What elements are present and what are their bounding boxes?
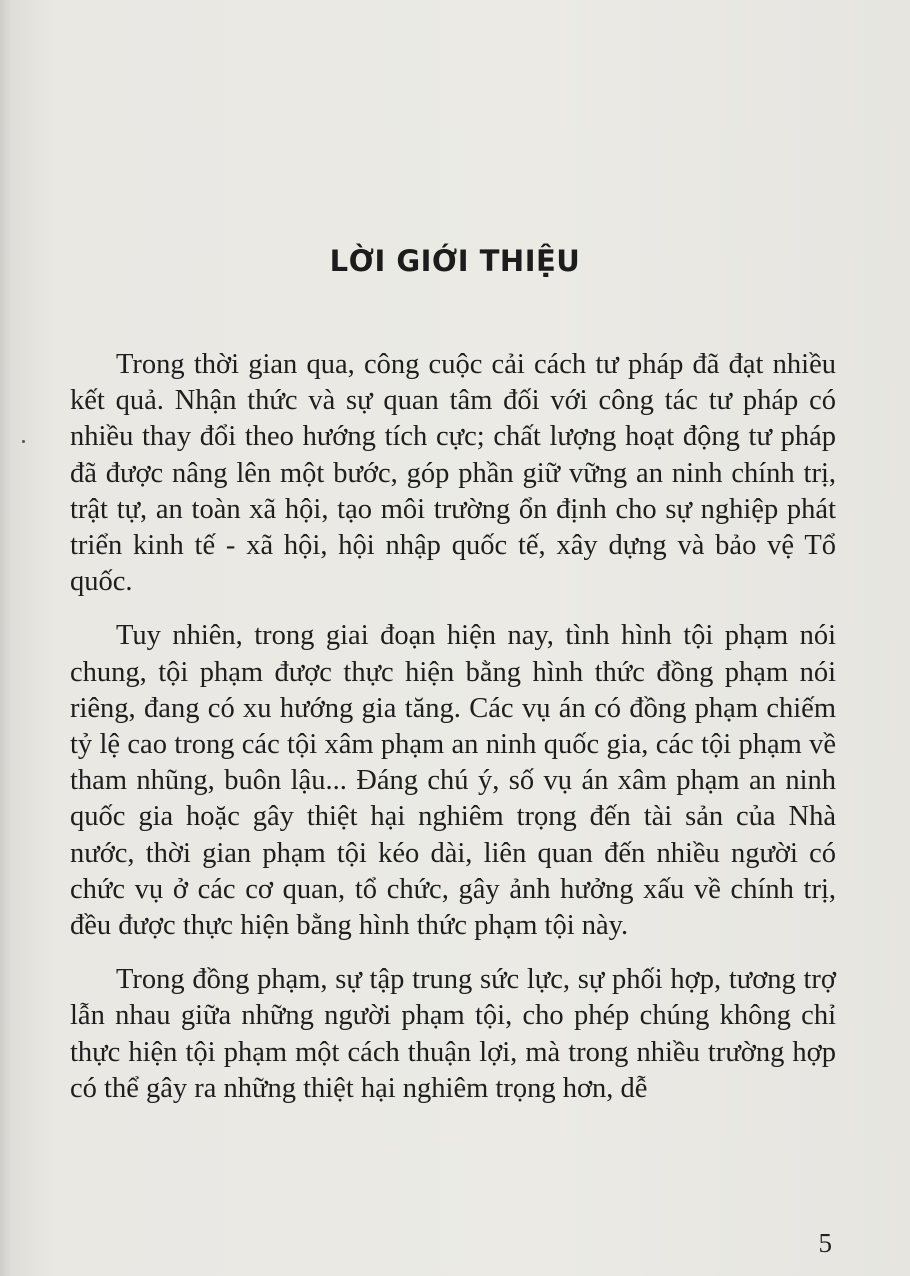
paper-speck [22,440,25,443]
body-text [70,347,836,1107]
paragraph-2: Tuy nhiên, trong giai đoạn hiện nay, tình hình tội phạm nói chung, tội phạm được thực hiện bằng hình thức đồng phạm nói riêng, đang có xu hướng gia tăng. Các vụ án có đồng phạm chiếm tỷ lệ cao trong các tội xâm phạm an ninh quốc gia, các tội phạm về tham nhũng, buôn lậu... Đáng chú ý, số vụ án xâm phạm an ninh quốc gia hoặc gây thiệt hại nghiêm trọng đến tài sản của Nhà nước, thời gian phạm tội kéo dài, liên quan đến nhiều người có chức vụ ở các cơ quan, tổ chức, gây ảnh hưởng xấu về chính trị, đều được thực hiện bằng hình thức phạm tội này. [70,620,836,942]
page-number: 5 [818,1228,832,1258]
paragraph-3: Trong đồng phạm, sự tập trung sức lực, sự phối hợp, tương trợ lẫn nhau giữa những người phạm tội, cho phép chúng không chỉ thực hiện tội phạm một cách thuận lợi, mà trong nhiều trường hợp có thể gây ra những thiệt hại nghiêm trọng hơn, dễ [70,964,836,1104]
page-binding-shadow [0,0,12,1276]
paragraph-1: Trong thời gian qua, công cuộc cải cách tư pháp đã đạt nhiều kết quả. Nhận thức và sự quan tâm đối với công tác tư pháp có nhiều thay đổi theo hướng tích cực; chất lượng hoạt động tư pháp đã được nâng lên một bước, góp phần giữ vững an ninh chính trị, trật tự, an toàn xã hội, tạo môi trường ổn định cho sự nghiệp phát triển kinh tế - xã hội, hội nhập quốc tế, xây dựng và bảo vệ Tổ quốc. [70,349,836,598]
page-title: LỜI GIỚI THIỆU [329,244,581,278]
